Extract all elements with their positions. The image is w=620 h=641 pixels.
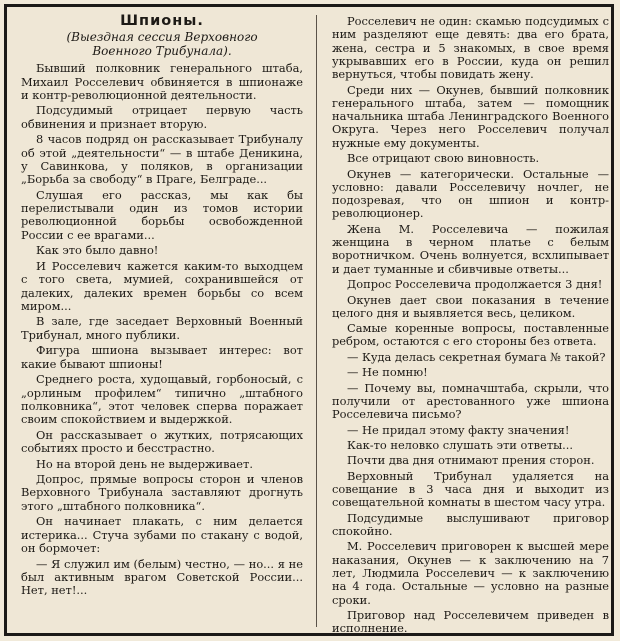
- paragraph: Допрос Росселевича продолжается 3 дня!: [347, 277, 603, 292]
- right-column: [332, 15, 609, 638]
- article-title: Шпионы.: [120, 13, 204, 29]
- paragraph: И Росселевич кажется каким-то выходцем с того света, мумией, сохранившейся от далеких, далеких времен борьбы со всем миром...: [21, 258, 303, 313]
- paragraph: Подсудимый отрицает первую часть обвинения и признает вторую.: [21, 103, 303, 131]
- paragraph: Жена М. Росселевича — пожилая женщина в черном платье с белым воротничком. Очень волнуется, всхлипывает и дает туманные и сбивчивые ответы...: [332, 221, 609, 276]
- column-divider: [316, 15, 317, 627]
- paragraph: Фигура шпиона вызывает интерес: вот какие бывают шпионы!: [21, 343, 303, 371]
- paragraph: Слушая его рассказ, мы как бы перелистывали один из томов истории революционной борьбы освобожденной России с ее врагами...: [21, 187, 303, 242]
- right-paragraphs: [332, 15, 609, 636]
- paragraph: М. Росселевич приговорен к высшей мере наказания, Окунев — к заключению на 7 лет, Людмила Росселевич — к заключению на 4 года. Остальные — условно на разные сроки.: [332, 539, 609, 607]
- paragraph: Подсудимые выслушивают приговор спокойно.: [332, 510, 609, 539]
- paragraph: Все отрицают свою виновность.: [347, 151, 540, 166]
- paragraph: — Не придал этому факту значения!: [347, 422, 570, 437]
- paragraph: Он начинает плакать, с ним делается истерика... Стуча зубами по стакану с водой, он бормочет:: [21, 514, 303, 555]
- paragraph: — Куда делась секретная бумага № такой?: [347, 349, 606, 364]
- paragraph: — Не помню!: [347, 365, 428, 380]
- paragraph: Как это было давно!: [36, 243, 159, 258]
- paragraph: Росселевич не один: скамью подсудимых с ним разделяют еще девять: два его брата, жена, сестра и 5 знакомых, в свое время укрывавших его в России, куда он решил вернуться, чтобы повидать жену.: [332, 14, 609, 82]
- paragraph: Он рассказывает о жутких, потрясающих событиях просто и бесстрастно.: [21, 427, 303, 455]
- paragraph: — Почему вы, помначштаба, скрыли, что получили от арестованного уже шпиона Росселевича письмо?: [332, 380, 609, 422]
- paragraph: Приговор над Росселевичем приведен в исполнение.: [332, 608, 609, 636]
- paragraph: Окунев — категорически. Остальные — условно: давали Росселевичу ночлег, не подозревая, что он шпион и контр-революционер.: [332, 166, 609, 221]
- paragraph: Бывший полковник генерального штаба, Михаил Росселевич обвиняется в шпионаже и контр-революционной деятельности.: [21, 61, 303, 102]
- paragraph: Как-то неловко слушать эти ответы...: [347, 438, 574, 453]
- paragraph: Почти два дня отнимают прения сторон.: [347, 453, 595, 468]
- paragraph: Среди них — Окунев, бывший полковник генерального штаба, затем — помощник начальника штаба Ленинградского Военного Округа. Через него Росселевич получал нужные ему документы.: [332, 82, 609, 150]
- paragraph: — Я служил им (белым) честно, — но... я не был активным врагом Советской России... Нет, нет!...: [21, 556, 303, 598]
- paragraph: Допрос, прямые вопросы сторон и членов Верховного Трибунала заставляют дрогнуть этого „штабного полковника“.: [21, 472, 303, 513]
- paragraph: Самые коренные вопросы, поставленные ребром, остаются с его стороны без ответа.: [332, 321, 609, 349]
- paragraph: Но на второй день не выдерживает.: [36, 456, 253, 471]
- paragraph: 8 часов подряд он рассказывает Трибуналу об этой „деятельности“ — в штабе Деникина, у Савинкова, у поляков, в организации „Борьба за свободу“ в Праге, Белграде...: [21, 132, 303, 187]
- paragraph: Окунев дает свои показания в течение целого дня и выявляется весь, целиком.: [332, 292, 609, 320]
- newspaper-clipping: [4, 4, 614, 636]
- paragraph: Верховный Трибунал удаляется на совещание в 3 часа дня и выходит из совещательной комнаты в шестом часу утра.: [332, 468, 609, 510]
- article-subtitle: (Выездная сессия Верховного Военного Трибунала).: [66, 30, 258, 59]
- left-column: [21, 15, 303, 600]
- paragraph: В зале, где заседает Верховный Военный Трибунал, много публики.: [21, 314, 303, 342]
- paragraph: Среднего роста, худощавый, горбоносый, с „орлиным профилем“ типично „штабного полковника“, этот человек сперва поражает своим спокойствием и выдержкой.: [21, 372, 303, 427]
- left-paragraphs: [21, 62, 303, 597]
